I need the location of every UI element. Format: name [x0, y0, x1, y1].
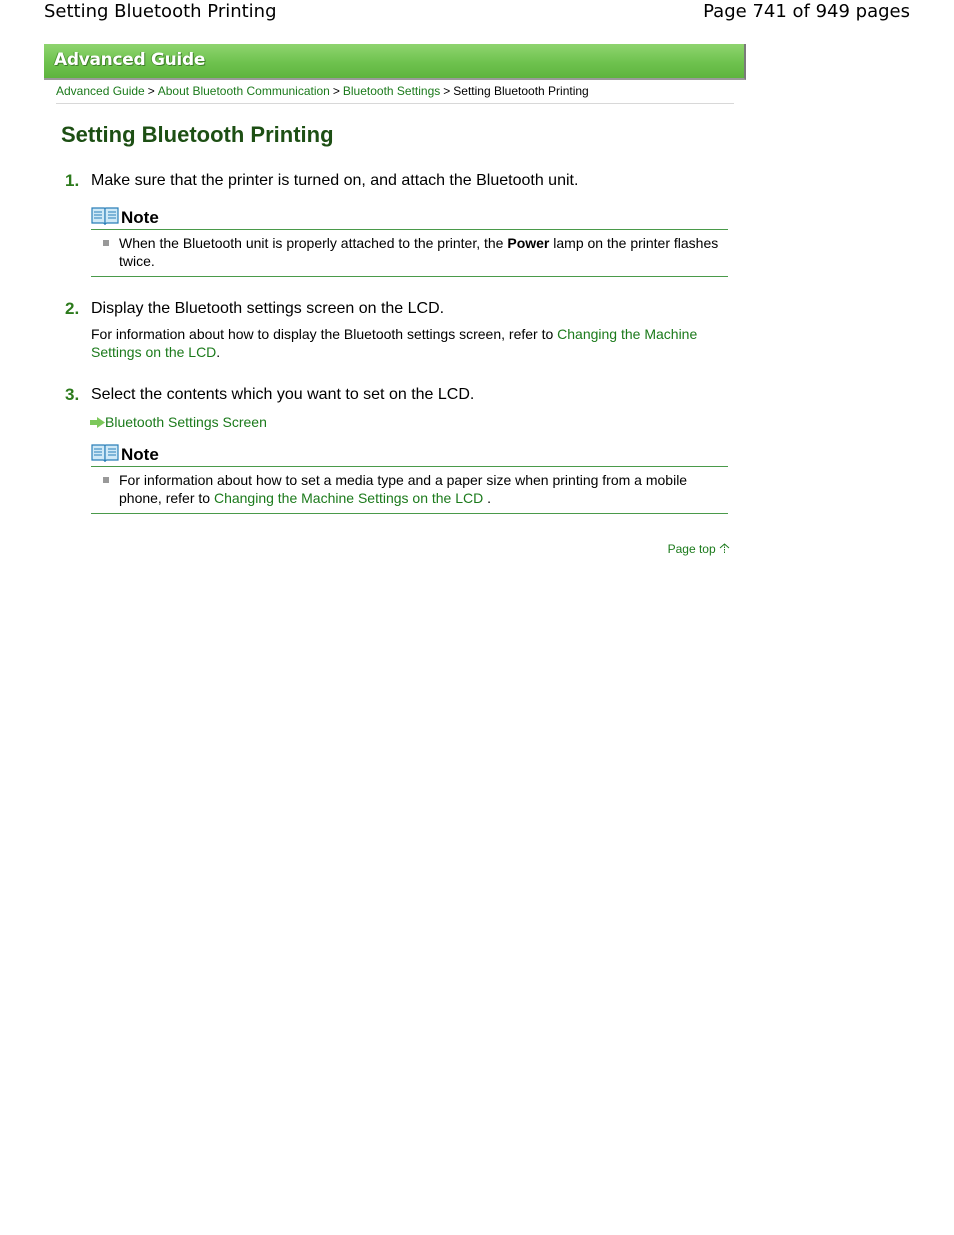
step-description-text: For information about how to display the Bluetooth settings screen, refer to: [91, 326, 558, 342]
note-header: [91, 203, 728, 230]
step-number: 1.: [65, 171, 80, 190]
page-top-link-row[interactable]: [668, 541, 730, 559]
note-box-1: [91, 203, 728, 277]
note-header: [91, 440, 728, 467]
breadcrumb-separator: >: [443, 84, 451, 98]
breadcrumb: [56, 83, 734, 104]
note-box-2: [91, 440, 728, 514]
breadcrumb-link-advanced-guide[interactable]: Advanced Guide: [56, 84, 145, 98]
breadcrumb-current: Setting Bluetooth Printing: [453, 84, 589, 98]
breadcrumb-link-about-bluetooth[interactable]: About Bluetooth Communication: [157, 84, 330, 98]
print-header-title: Setting Bluetooth Printing: [44, 1, 277, 22]
note-body: [91, 467, 728, 514]
step-number: 2.: [65, 299, 80, 318]
step-number: 3.: [65, 385, 80, 404]
note-label: Note: [121, 445, 159, 464]
note-text: For information about how to set a media type and a paper size when printing from a mobile phone, refer to: [119, 472, 688, 506]
step-text: Display the Bluetooth settings screen on the LCD.: [91, 300, 445, 317]
note-body: [91, 230, 728, 277]
step-description: [91, 325, 721, 361]
link-changing-machine-settings[interactable]: Changing the Machine Settings on the LCD: [91, 326, 698, 360]
page-top-link[interactable]: Page top: [667, 542, 716, 556]
note-text: lamp on the printer flashes twice.: [119, 235, 719, 269]
arrow-right-icon: [90, 414, 105, 432]
open-book-icon: [91, 442, 119, 467]
banner-label: Advanced Guide: [54, 50, 206, 70]
open-book-icon: [91, 205, 119, 230]
breadcrumb-separator: >: [147, 84, 155, 98]
step-text: Make sure that the printer is turned on, and attach the Bluetooth unit.: [91, 172, 579, 189]
breadcrumb-link-bluetooth-settings[interactable]: Bluetooth Settings: [342, 84, 441, 98]
bluetooth-settings-screen-link-row[interactable]: [90, 413, 267, 432]
step-text: Select the contents which you want to set on the LCD.: [91, 386, 475, 403]
note-label: Note: [121, 208, 159, 227]
bullet-square-icon: [103, 477, 109, 483]
arrow-up-icon: [719, 543, 730, 559]
advanced-guide-banner: [44, 44, 746, 80]
note-bold-power: Power: [507, 235, 550, 251]
note-text: When the Bluetooth unit is properly attached to the printer, the: [119, 235, 508, 251]
bullet-square-icon: [103, 240, 109, 246]
link-bluetooth-settings-screen[interactable]: Bluetooth Settings Screen: [105, 414, 267, 430]
note-text: .: [483, 490, 492, 506]
breadcrumb-separator: >: [332, 84, 340, 98]
page-title: Setting Bluetooth Printing: [61, 122, 334, 147]
print-page-indicator: Page 741 of 949 pages: [703, 1, 910, 22]
step-description-text: .: [216, 344, 221, 360]
link-changing-machine-settings[interactable]: Changing the Machine Settings on the LCD: [213, 490, 484, 506]
